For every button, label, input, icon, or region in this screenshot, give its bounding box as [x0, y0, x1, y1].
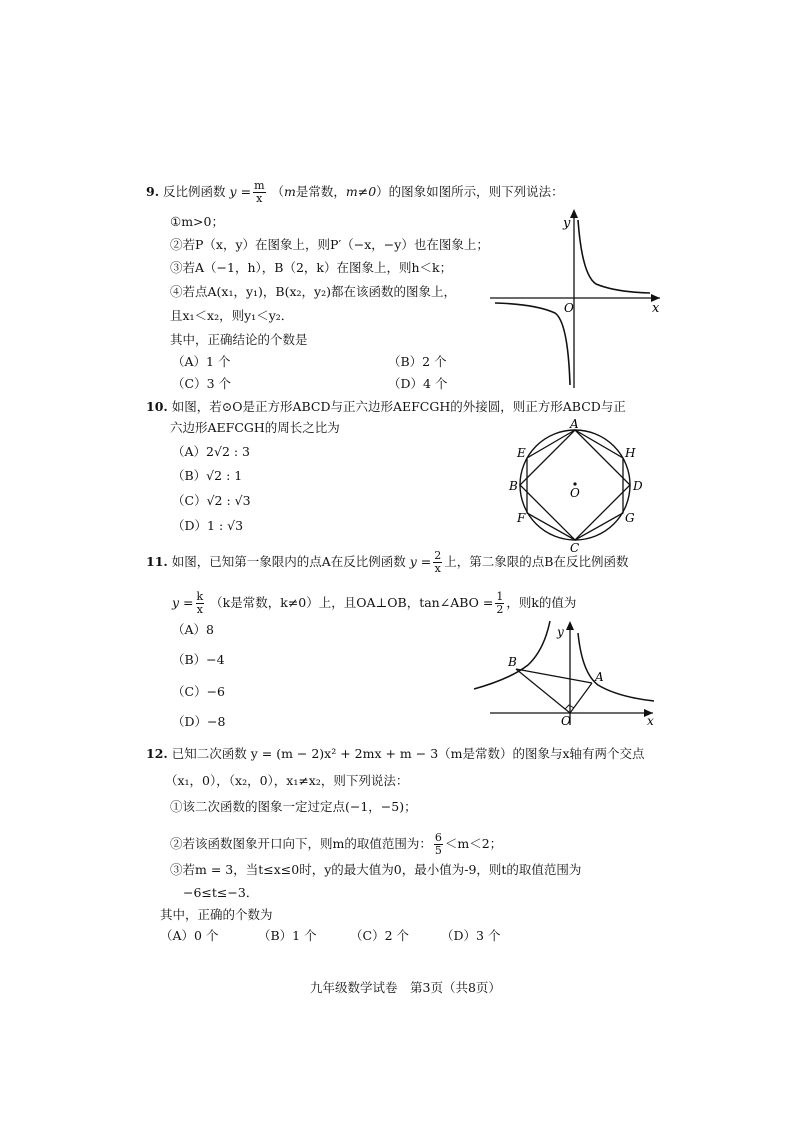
q12-option-c[interactable]: （C）2 个 [350, 928, 409, 943]
q10-stem-line2: 六边形AEFCGH的周长之比为 [170, 420, 340, 435]
q10-option-c[interactable]: （C）√2 : √3 [172, 493, 251, 508]
q11-line1b: 上，第二象限的点B在反比例函数 [444, 554, 629, 569]
q10-stem-line1 [146, 399, 626, 415]
q11-option-d[interactable]: （D）−8 [172, 714, 226, 729]
q9-stem-a: 反比例函数 [163, 184, 226, 199]
q11-fraction-2x [433, 550, 442, 575]
q10-label-g: G [625, 511, 635, 525]
q9-curve-q3 [495, 303, 570, 385]
q12-number: 12. [146, 746, 168, 761]
q11-y-eq-1: y = [409, 554, 432, 569]
q9-stem-m: m [284, 184, 296, 199]
q9-stem-b: （ [271, 184, 284, 199]
q12-frac-num: 6 [434, 831, 442, 844]
q10-label-o: O [570, 486, 580, 500]
q9-statement-1: ①m>0； [170, 214, 224, 229]
q11-option-c[interactable]: （C）−6 [172, 684, 225, 699]
q12-stem-line1 [146, 746, 645, 762]
q10-option-d[interactable]: （D）1 : √3 [172, 518, 244, 533]
q10-figure [500, 415, 650, 555]
q10-label-d: D [633, 479, 643, 493]
q11-y-arrow [566, 621, 574, 630]
q11-option-a[interactable]: （A）8 [172, 622, 214, 637]
q11-fraction-half [495, 591, 504, 616]
q9-option-b[interactable]: （B）2 个 [388, 354, 447, 369]
q9-y-label: y [563, 216, 571, 231]
q10-option-b[interactable]: （B）√2 : 1 [172, 468, 243, 483]
q9-option-d[interactable]: （D）4 个 [388, 376, 448, 391]
q12-statement-3: ③若m = 3，当t≤x≤0时，y的最大值为0，最小值为-9，则t的取值范围为 [170, 862, 582, 877]
q9-stem [146, 180, 564, 205]
q12-line1-text: 已知二次函数 y = (m − 2)x² + 2mx + m − 3（m是常数）的图象与x轴有两个交点 [171, 746, 645, 761]
q9-stem-cond: m≠0 [345, 184, 377, 199]
q9-fraction [253, 180, 265, 205]
q11-frack-den: x [196, 603, 203, 616]
q9-statement-2: ②若P（x，y）在图象上，则P′（−x，−y）也在图象上； [170, 237, 489, 252]
q10-label-h: H [625, 446, 636, 460]
q12-statement-3b: −6≤t≤−3． [183, 885, 259, 900]
q12-statement-1: ①该二次函数的图象一定过定点(−1，−5)； [170, 799, 417, 814]
q11-line2a: （k是常数，k≠0）上，且OA⊥OB，tan∠ABO = [210, 595, 494, 610]
q10-option-a[interactable]: （A）2√2 : 3 [172, 444, 251, 459]
q9-x-label: x [652, 301, 660, 316]
q11-fraction-kx [196, 591, 205, 616]
q12-s2b: ＜m＜2； [444, 836, 503, 851]
q10-line1-text: 如图，若⊙O是正方形ABCD与正六边形AEFCGH的外接圆，则正方形ABCD与正 [171, 399, 626, 414]
q11-option-b[interactable]: （B）−4 [172, 652, 225, 667]
q11-origin-label: O [561, 714, 571, 727]
q10-label-a: A [570, 417, 579, 431]
q10-label-b: B [509, 479, 518, 493]
q11-segment-oa [570, 683, 592, 713]
q11-x-label: x [647, 714, 654, 727]
q9-statement-3: ③若A（−1，h），B（2，k）在图象上，则h＜k； [170, 260, 453, 275]
q9-curve-q1 [578, 220, 650, 293]
q9-statement-4: ④若点A(x₁，y₁)，B(x₂，y₂)都在该函数的图象上， [170, 284, 456, 299]
q10-label-f: F [517, 511, 526, 525]
q12-option-d[interactable]: （D）3 个 [441, 928, 501, 943]
q9-statement-4b: 且x₁＜x₂，则y₁＜y₂． [170, 308, 294, 323]
q11-segment-ab [516, 669, 592, 683]
q12-stem-line2: （x₁，0），（x₂，0），x₁≠x₂，则下列说法： [165, 773, 409, 788]
q11-frack-num: k [196, 590, 204, 603]
q9-stem-c: 是常数， [295, 184, 346, 199]
q11-segment-ob [516, 669, 570, 713]
q11-half-den: 2 [496, 603, 504, 616]
q11-y-eq-2: y = [172, 595, 194, 610]
q11-half-num: 1 [496, 590, 504, 603]
q11-label-a: A [595, 670, 604, 684]
q9-frac-num: m [254, 179, 265, 192]
q12-option-a[interactable]: （A）0 个 [160, 928, 219, 943]
q11-label-b: B [508, 655, 517, 669]
q10-number: 10. [146, 399, 168, 414]
q12-fraction-six-fifths [434, 832, 443, 857]
q11-curve-q1 [578, 633, 654, 701]
q12-question: 其中，正确的个数为 [160, 907, 273, 922]
q12-s2a: ②若该函数图象开口向下，则m的取值范围为： [170, 836, 432, 851]
q12-statement-2 [170, 832, 502, 857]
q9-figure [490, 205, 665, 390]
q11-figure [470, 615, 660, 727]
q12-frac-den: 5 [434, 844, 442, 857]
q11-stem-line1 [146, 550, 628, 575]
q10-label-c: C [570, 541, 580, 555]
q12-option-b[interactable]: （B）1 个 [258, 928, 317, 943]
q11-stem-line2 [172, 591, 576, 616]
page-footer: 九年级数学试卷 第3页（共8页） [310, 980, 501, 995]
q11-line1a: 如图，已知第一象限内的点A在反比例函数 [171, 554, 406, 569]
q9-frac-den: x [256, 192, 263, 205]
q9-option-c[interactable]: （C）3 个 [172, 376, 231, 391]
q9-stem-d: ）的图象如图所示，则下列说法： [376, 184, 564, 199]
q11-frac2-den: x [434, 562, 441, 575]
q9-option-a[interactable]: （A）1 个 [172, 354, 231, 369]
q11-number: 11. [146, 554, 168, 569]
q9-origin-label: O [564, 301, 574, 315]
q11-y-label: y [557, 625, 564, 639]
q11-frac2-num: 2 [434, 549, 442, 562]
q9-number: 9. [146, 184, 160, 199]
q9-question: 其中，正确结论的个数是 [170, 332, 308, 347]
q9-y-eq: y = [229, 184, 252, 199]
q10-label-e: E [517, 446, 526, 460]
q11-line2b: ，则k的值为 [506, 595, 577, 610]
q9-y-arrow [570, 209, 578, 218]
